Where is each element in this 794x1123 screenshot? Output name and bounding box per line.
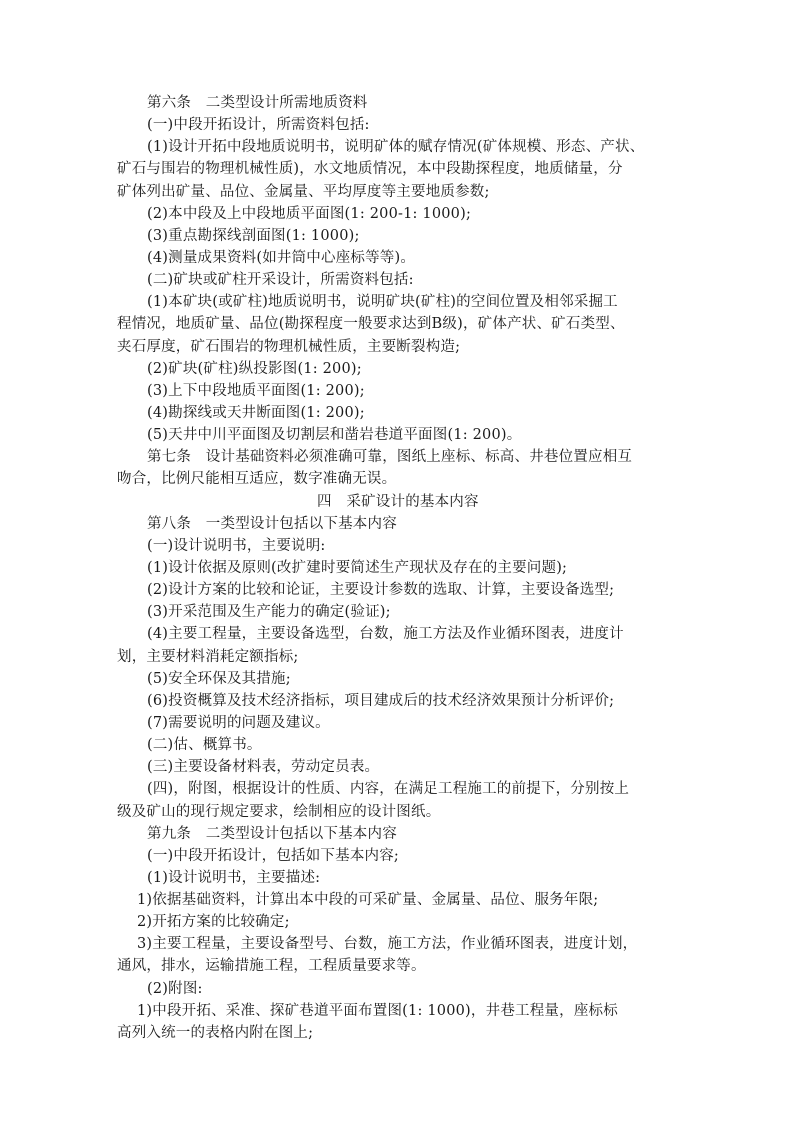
list-item: 1)依据基础资料，计算出本中段的可采矿量、金属量、品位、服务年限; bbox=[137, 892, 599, 909]
list-item: (2)矿块(矿柱)纵投影图(1: 200); bbox=[147, 360, 362, 377]
list-item: (4)勘探线或天井断面图(1: 200); bbox=[147, 404, 365, 421]
chapter-title: 四 采矿设计的基本内容 bbox=[317, 493, 479, 510]
list-item: (7)需要说明的问题及建议。 bbox=[147, 714, 330, 731]
list-item: (1)设计依据及原则(改扩建时要简述生产现状及存在的主要问题); bbox=[147, 559, 568, 576]
paragraph-line: (1)本矿块(或矿柱)地质说明书，说明矿块(矿柱)的空间位置及相邻采掘工 bbox=[147, 294, 618, 311]
list-item: (3)开采范围及生产能力的确定(验证); bbox=[147, 604, 391, 621]
article-8-heading: 第八条 一类型设计包括以下基本内容 bbox=[147, 515, 397, 532]
list-item: 3)主要工程量，主要设备型号、台数，施工方法，作业循环图表，进度计划， bbox=[137, 936, 638, 953]
list-item: (2)附图: bbox=[147, 980, 203, 997]
paragraph-line: 级及矿山的现行规定要求，绘制相应的设计图纸。 bbox=[117, 803, 441, 820]
paragraph-line: 夹石厚度，矿石围岩的物理机械性质，主要断裂构造; bbox=[117, 338, 461, 355]
list-item: (3)上下中段地质平面图(1: 200); bbox=[147, 382, 365, 399]
paragraph-line: 高列入统一的表格内附在图上; bbox=[117, 1024, 314, 1041]
list-item: (5)安全环保及其措施; bbox=[147, 670, 291, 687]
paragraph-line: 划，主要材料消耗定额指标; bbox=[117, 648, 299, 665]
list-item: (5)天井中川平面图及切割层和凿岩巷道平面图(1: 200)。 bbox=[147, 427, 522, 444]
section-heading: (一)中段开拓设计，所需资料包括: bbox=[147, 117, 370, 134]
paragraph-line: 吻合，比例尺能相互适应，数字准确无误。 bbox=[117, 471, 397, 488]
list-item: 2)开拓方案的比较确定; bbox=[137, 914, 290, 931]
article-6-heading: 第六条 二类型设计所需地质资料 bbox=[147, 95, 368, 111]
section-heading: (三)主要设备材料表，劳动定员表。 bbox=[147, 759, 380, 776]
list-item: (1)设计说明书，主要描述: bbox=[147, 869, 321, 886]
document-body bbox=[117, 92, 679, 1044]
list-item: (3)重点勘探线剖面图(1: 1000); bbox=[147, 227, 360, 244]
section-heading: (二)矿块或矿柱开采设计，所需资料包括: bbox=[147, 272, 414, 289]
paragraph-line: (1)设计开拓中段地质说明书，说明矿体的赋存情况(矿体规模、形态、产状、 bbox=[147, 139, 645, 156]
paragraph-line: 矿石与围岩的物理机械性质)，水文地质情况，本中段勘探程度，地质储量，分 bbox=[117, 161, 623, 178]
section-heading: (二)估、概算书。 bbox=[147, 737, 262, 754]
list-item: (2)本中段及上中段地质平面图(1: 200-1: 1000); bbox=[147, 205, 472, 222]
list-item: (2)设计方案的比较和论证，主要设计参数的选取、计算，主要设备选型; bbox=[147, 582, 615, 599]
list-item: (6)投资概算及技术经济指标，项目建成后的技术经济效果预计分析评价; bbox=[147, 692, 615, 709]
list-item: (4)主要工程量，主要设备选型，台数，施工方法及作业循环图表，进度计 bbox=[147, 626, 624, 643]
paragraph-line: 矿体列出矿量、品位、金属量、平均厚度等主要地质参数; bbox=[117, 183, 490, 200]
article-9-heading: 第九条 二类型设计包括以下基本内容 bbox=[147, 825, 397, 842]
list-item: (4)测量成果资料(如井筒中心座标等等)。 bbox=[147, 249, 416, 266]
paragraph-line: 通风，排水，运输措施工程，工程质量要求等。 bbox=[117, 958, 426, 975]
article-7-heading: 第七条 设计基础资料必须准确可靠，图纸上座标、标高、井巷位置应相互 bbox=[147, 449, 633, 466]
section-heading: (一)中段开拓设计，包括如下基本内容; bbox=[147, 847, 399, 864]
paragraph-line: 程情况，地质矿量、品位(勘探程度一般要求达到B级)，矿体产状、矿石类型、 bbox=[117, 316, 625, 333]
section-heading: (一)设计说明书，主要说明: bbox=[147, 537, 326, 554]
section-heading: (四)，附图，根据设计的性质、内容，在满足工程施工的前提下，分别按上 bbox=[147, 781, 630, 798]
list-item: 1)中段开拓、采准、探矿巷道平面布置图(1: 1000)，井巷工程量，座标标 bbox=[137, 1002, 618, 1019]
